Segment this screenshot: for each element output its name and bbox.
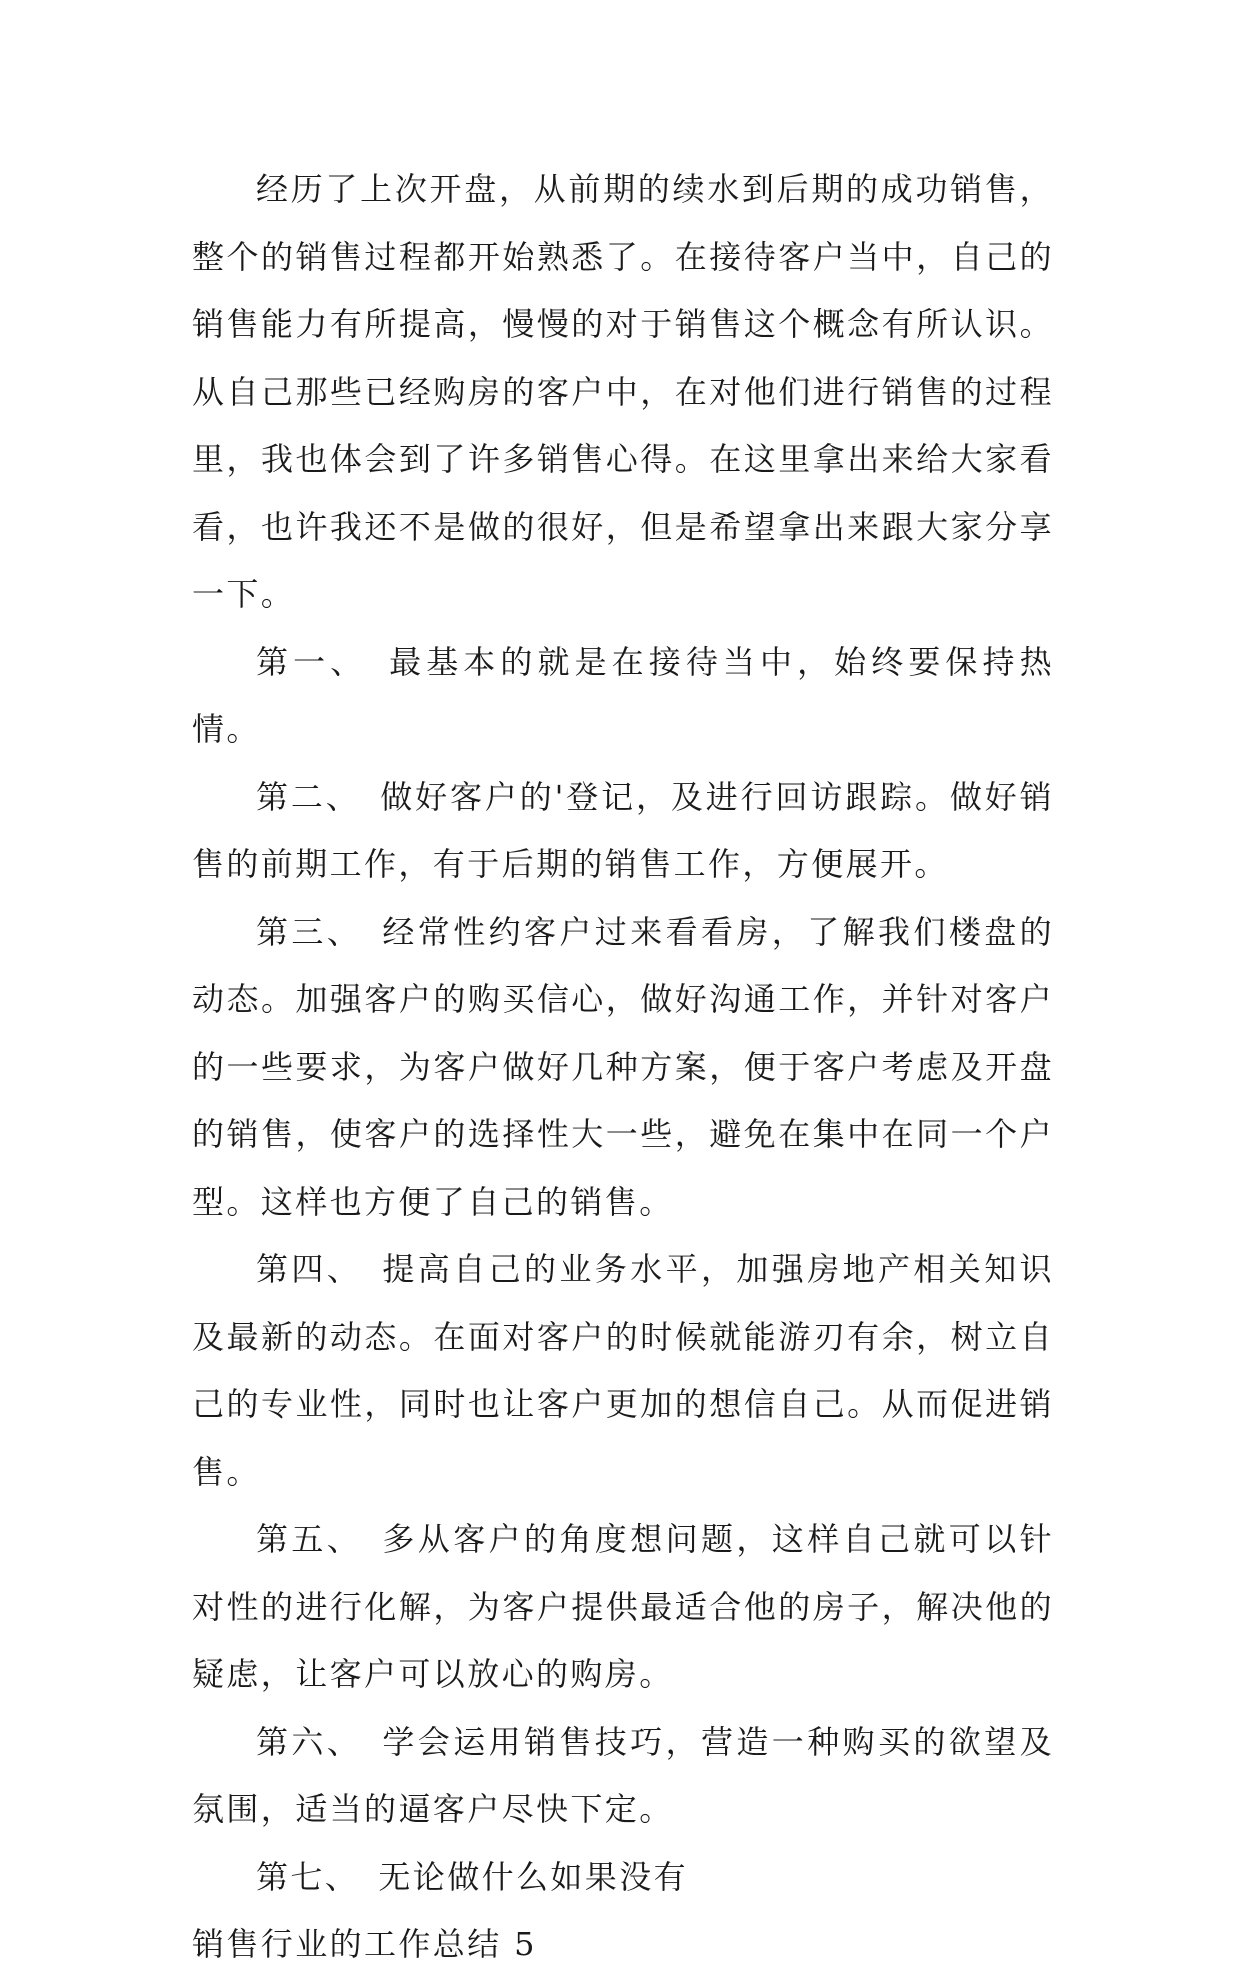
- list-item-4: [192, 1236, 1054, 1506]
- item-number: 第二、: [256, 777, 361, 816]
- item-number: 第四、: [256, 1250, 363, 1288]
- item-text: 经常性约客户过来看看房，了解我们楼盘的动态。加强客户的购买信心，做好沟通工作，并针对客户的一些要求，为客户做好几种方案，便于客户考虑及开盘的销售，使客户的选择性大一些，避免在集中在同一个户型。这样也方便了自己的销售。: [192, 912, 1054, 1221]
- item-text: 提高自己的业务水平，加强房地产相关知识及最新的动态。在面对客户的时候就能游刃有余，树立自己的专业性，同时也让客户更加的想信自己。从而促进销售。: [192, 1250, 1054, 1491]
- item-text: 多从客户的角度想问题，这样自己就可以针对性的进行化解，为客户提供最适合他的房子，解决他的疑虑，让客户可以放心的购房。: [192, 1520, 1054, 1693]
- item-text: 做好客户的'登记，及进行回访跟踪。做好销售的前期工作，有于后期的销售工作，方便展开。: [192, 777, 1054, 883]
- item-number: 第三、: [256, 912, 363, 951]
- item-number: 第七、: [256, 1857, 360, 1896]
- item-text: 学会运用销售技巧，营造一种购买的欲望及氛围，适当的逼客户尽快下定。: [192, 1722, 1054, 1828]
- list-item-3: [192, 899, 1054, 1237]
- item-text: 无论做什么如果没有: [378, 1857, 688, 1896]
- item-number: 第一、: [256, 642, 368, 681]
- intro-paragraph: 经历了上次开盘，从前期的续水到后期的成功销售，整个的销售过程都开始熟悉了。在接待客户当中，自己的销售能力有所提高，慢慢的对于销售这个概念有所认识。从自己那些已经购房的客户中，在对他们进行销售的过程里，我也体会到了许多销售心得。在这里拿出来给大家看看，也许我还不是做的很好，但是希望拿出来跟大家分享一下。: [192, 170, 1054, 613]
- list-item-5: [192, 1506, 1054, 1709]
- list-item-6: [192, 1709, 1054, 1844]
- item-text: 最基本的就是在接待当中，始终要保持热情。: [192, 642, 1055, 748]
- document-body: [192, 156, 1054, 1979]
- list-item-2: [192, 764, 1054, 899]
- section-title: 销售行业的工作总结 5: [192, 1925, 537, 1963]
- item-number: 第五、: [256, 1520, 363, 1558]
- list-item-1: [192, 629, 1054, 764]
- list-item-7: [192, 1844, 1054, 1912]
- item-number: 第六、: [256, 1722, 363, 1761]
